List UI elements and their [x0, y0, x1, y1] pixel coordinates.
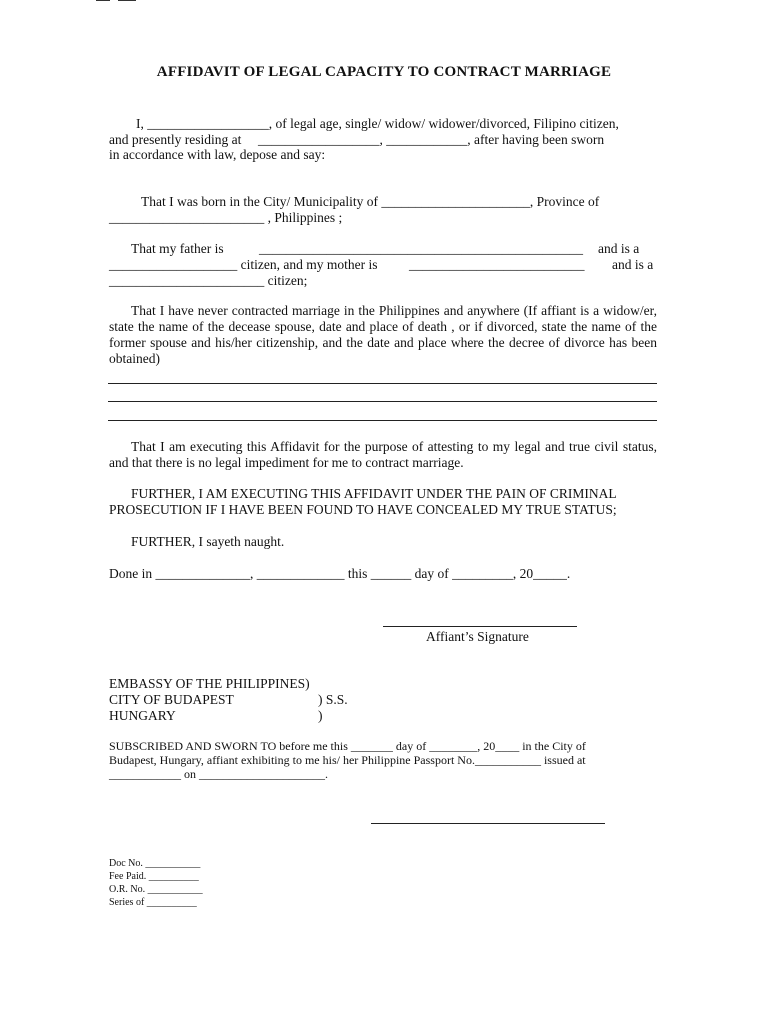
- further-line-1: FURTHER, I AM EXECUTING THIS AFFIDAVIT UNDER THE PAIN OF CRIMINAL: [131, 486, 617, 501]
- fee-label: O.R. No.: [109, 884, 146, 895]
- officer-signature-line: [371, 823, 605, 824]
- mother-blank: __________________________: [409, 257, 585, 272]
- subscribed-line-2: Budapest, Hungary, affiant exhibiting to me his/ her Philippine Passport No.___________ issued at: [109, 753, 586, 767]
- marriage-paragraph: That I have never contracted marriage in the Philippines and anywhere (If affiant is a widow/er, state the name of the decease spouse, date and place of death , or if divorced, state the name of the former spouse and his/her citizenship, and the date and place where the decree of divorce has been obtained): [109, 303, 657, 366]
- signature-label: Affiant’s Signature: [426, 629, 529, 644]
- fee-fee-paid: [109, 870, 199, 883]
- embassy-line-3-left: HUNGARY: [109, 708, 176, 723]
- done-in-line: Done in ______________, _____________ this ______ day of _________, 20_____.: [109, 566, 571, 581]
- purpose-paragraph: That I am executing this Affidavit for the purpose of attesting to my legal and true civil status, and that there is no legal impediment for me to contract marriage.: [109, 439, 657, 470]
- fee-blank: ___________: [145, 858, 201, 869]
- intro-line-1: I, __________________, of legal age, single/ widow/ widower/divorced, Filipino citizen,: [136, 116, 619, 131]
- fee-blank: __________: [148, 871, 199, 882]
- embassy-line-2-right: ) S.S.: [318, 692, 348, 707]
- mother-suffix: and is a: [612, 257, 654, 272]
- further-naught: FURTHER, I sayeth naught.: [131, 534, 285, 549]
- fee-label: Series of: [109, 897, 145, 908]
- fee-label: Doc No.: [109, 858, 143, 869]
- top-edge-mark: [96, 0, 110, 1]
- embassy-line-1: EMBASSY OF THE PHILIPPINES): [109, 676, 310, 691]
- answer-line-2: [108, 401, 657, 402]
- embassy-line-3-right: ): [318, 708, 323, 723]
- signature-line: [383, 626, 577, 627]
- subscribed-line-3: ____________ on _____________________.: [109, 767, 328, 781]
- father-blank: ________________________________________________: [259, 241, 583, 256]
- document-title: AFFIDAVIT OF LEGAL CAPACITY TO CONTRACT MARRIAGE: [156, 64, 612, 80]
- answer-line-1: [108, 383, 657, 384]
- father-label: That my father is: [131, 241, 224, 256]
- top-edge-mark: [118, 0, 136, 1]
- fee-label: Fee Paid.: [109, 871, 147, 882]
- citizen-line: _______________________ citizen;: [109, 273, 308, 288]
- born-line-2: _______________________ , Philippines ;: [109, 210, 343, 225]
- fee-or-no: [109, 883, 203, 896]
- born-line-1: That I was born in the City/ Municipality of ______________________, Province of: [141, 194, 600, 209]
- fee-blank: __________: [146, 897, 197, 908]
- further-line-2: PROSECUTION IF I HAVE BEEN FOUND TO HAVE CONCEALED MY TRUE STATUS;: [109, 502, 617, 517]
- subscribed-line-1: SUBSCRIBED AND SWORN TO before me this _______ day of ________, 20____ in the City of: [109, 739, 586, 753]
- fee-blank: ___________: [147, 884, 203, 895]
- fee-doc-no: [109, 857, 200, 870]
- embassy-line-2-left: CITY OF BUDAPEST: [109, 692, 234, 707]
- father-suffix: and is a: [598, 241, 640, 256]
- answer-line-3: [108, 420, 657, 421]
- fee-series-of: [109, 896, 197, 909]
- mother-label: ___________________ citizen, and my mother is: [109, 257, 378, 272]
- intro-line-2-left: and presently residing at: [109, 132, 242, 147]
- intro-line-3: in accordance with law, depose and say:: [109, 147, 326, 162]
- intro-line-2-right: __________________, ____________, after having been sworn: [258, 132, 605, 147]
